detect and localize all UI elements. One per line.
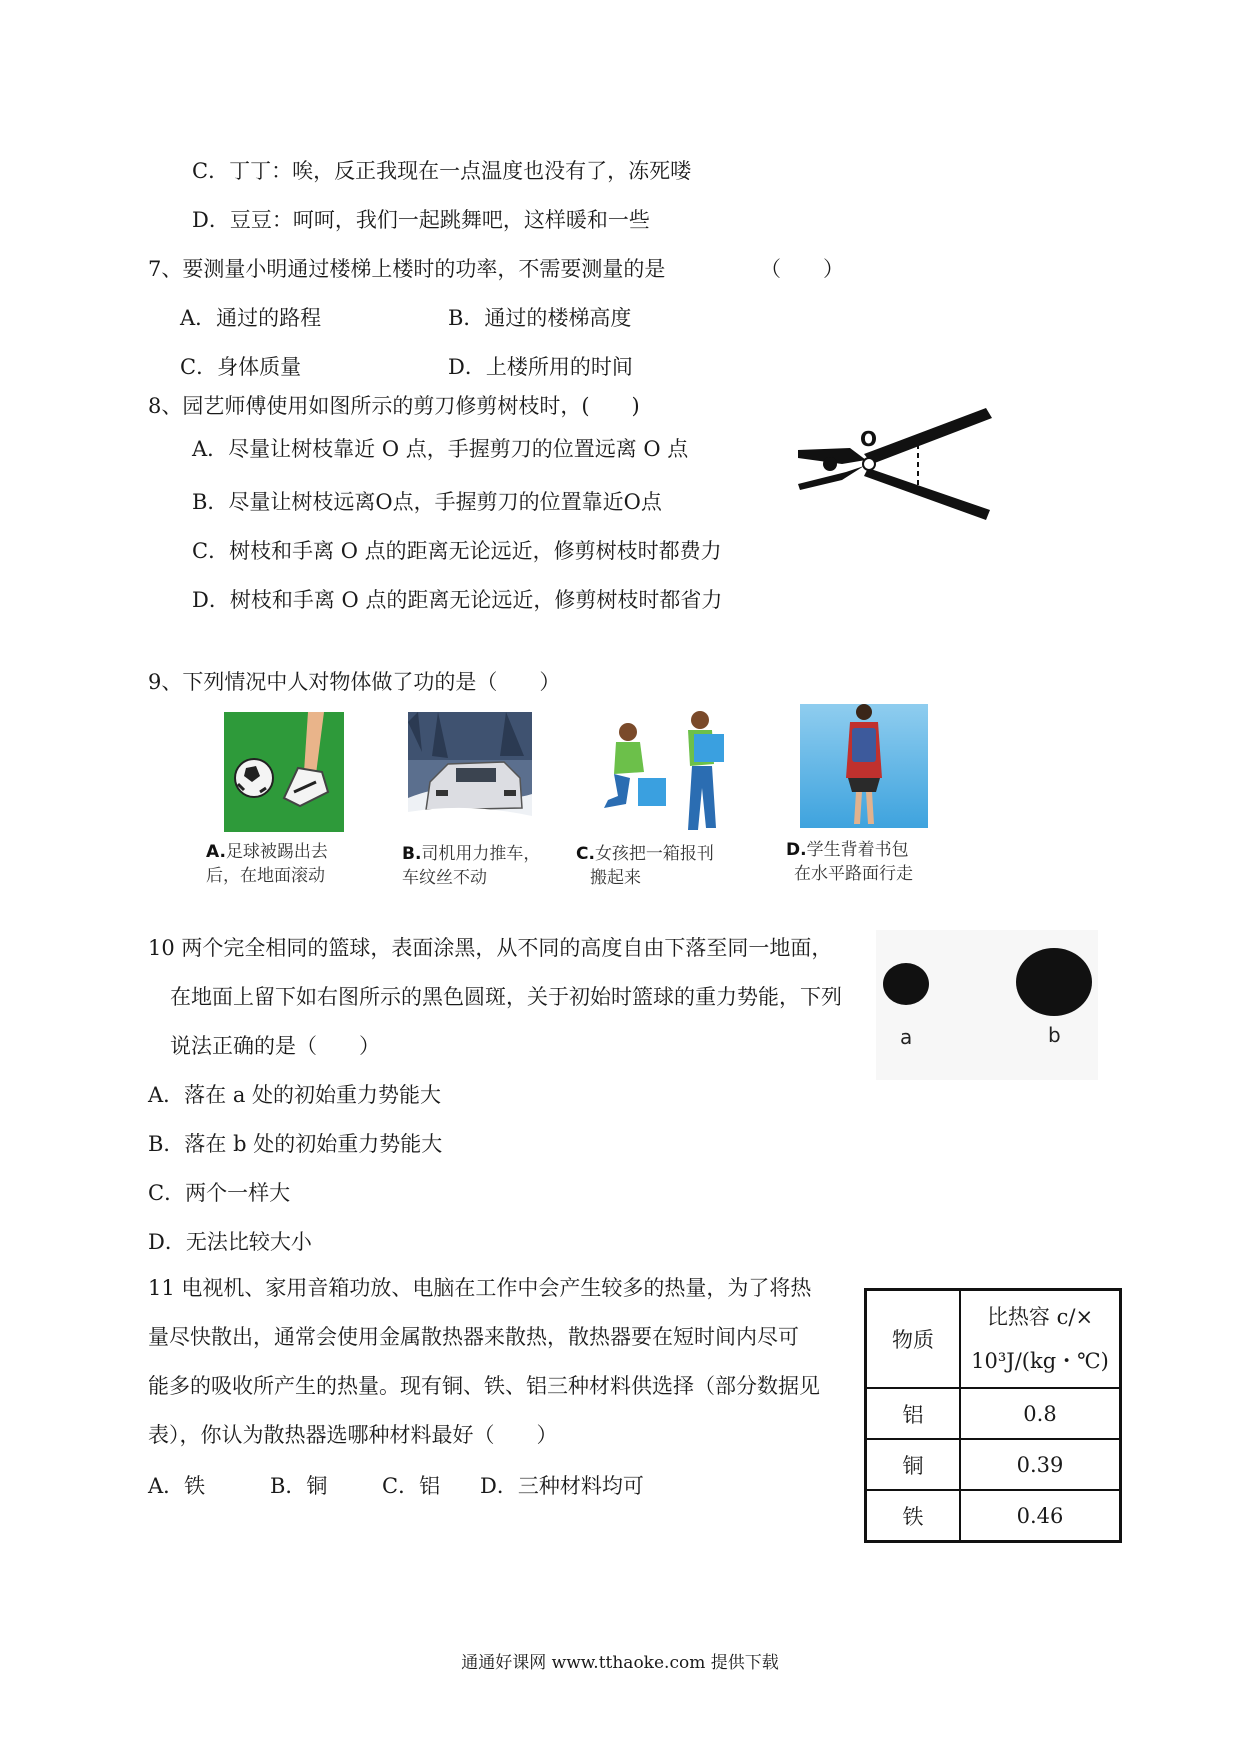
spot-a-label: a (900, 1025, 913, 1049)
football-illustration (224, 712, 344, 832)
q9-caption-b: B.司机用力推车， 车纹丝不动 (402, 844, 541, 888)
specific-heat-table (864, 1288, 1122, 1543)
q7-stem: 7、要测量小明通过楼梯上楼时的功率，不需要测量的是 (148, 257, 666, 281)
q11-stem-line1: 11 电视机、家用音箱功放、电脑在工作中会产生较多的热量，为了将热 (148, 1276, 812, 1300)
spot-b (1016, 948, 1092, 1016)
q9-caption-d: D.学生背着书包 在水平路面行走 (786, 840, 913, 884)
q10-stem-line1: 10 两个完全相同的篮球，表面涂黑，从不同的高度自由下落至同一地面， (148, 936, 833, 960)
q10-option-d: D．无法比较大小 (148, 1230, 312, 1254)
basketball-spots-drawing (876, 930, 1098, 1080)
q11-stem-line3: 能多的吸收所产生的热量。现有铜、铁、铝三种材料供选择（部分数据见 (148, 1374, 820, 1398)
table-row (866, 1439, 1121, 1490)
q8-option-a: A．尽量让树枝靠近 O 点，手握剪刀的位置远离 O 点 (192, 437, 689, 461)
q7-option-d: D．上楼所用的时间 (448, 355, 633, 379)
q7-option-b: B．通过的楼梯高度 (448, 306, 632, 330)
q11-stem-line4: 表），你认为散热器选哪种材料最好（ ） (148, 1423, 558, 1447)
q8-option-c: C．树枝和手离 O 点的距离无论远近，修剪树枝时都费力 (192, 539, 722, 563)
q8-stem: 8、园艺师傅使用如图所示的剪刀修剪树枝时，( ) (148, 394, 640, 418)
header-specific-heat: 比热容 c/× 10³J/(kg・℃) (960, 1290, 1121, 1389)
q8-option-d: D．树枝和手离 O 点的距离无论远近，修剪树枝时都省力 (192, 588, 723, 612)
scissors-figure (790, 404, 998, 520)
q10-option-b: B．落在 b 处的初始重力势能大 (148, 1132, 443, 1156)
q11-option-d: D．三种材料均可 (480, 1474, 644, 1498)
header-material: 物质 (866, 1290, 961, 1389)
q6-option-d: D．豆豆：呵呵，我们一起跳舞吧，这样暖和一些 (192, 208, 650, 232)
q9-caption-c: C.女孩把一箱报刊 搬起来 (576, 844, 714, 888)
q9-caption-a: A.足球被踢出去 后，在地面滚动 (206, 842, 328, 886)
row-value: 0.46 (960, 1490, 1121, 1542)
row-material: 铁 (866, 1490, 961, 1542)
table-row (866, 1490, 1121, 1542)
q11-option-b: B．铜 (270, 1474, 328, 1498)
q11-option-a: A．铁 (148, 1474, 206, 1498)
q7-answer-bracket: （ ） (760, 257, 844, 281)
q10-option-c: C．两个一样大 (148, 1181, 291, 1205)
row-value: 0.39 (960, 1439, 1121, 1490)
q11-stem-line2: 量尽快散出，通常会使用金属散热器来散热，散热器要在短时间内尽可 (148, 1325, 799, 1349)
football-picture (224, 712, 344, 832)
spot-b-label: b (1048, 1023, 1061, 1047)
q9-stem: 9、下列情况中人对物体做了功的是（ ） (148, 670, 561, 694)
row-material: 铜 (866, 1439, 961, 1490)
basketball-spots-figure (876, 930, 1098, 1080)
row-value: 0.8 (960, 1388, 1121, 1439)
car-in-snow-illustration (408, 712, 532, 834)
car-in-snow-picture (408, 712, 532, 834)
q7-option-c: C．身体质量 (180, 355, 302, 379)
page-footer: 通通好课网 www.tthaoke.com 提供下载 (461, 1653, 779, 1673)
q6-option-c: C．丁丁：唉，反正我现在一点温度也没有了，冻死喽 (192, 159, 692, 183)
student-backpack-picture (800, 704, 928, 828)
girl-lifting-box-picture (600, 708, 732, 838)
q11-option-c: C．铝 (382, 1474, 441, 1498)
q10-stem-line2: 在地面上留下如右图所示的黑色圆斑，关于初始时篮球的重力势能，下列 (170, 985, 842, 1009)
pivot-o-label: O (860, 427, 878, 451)
student-backpack-illustration (800, 704, 928, 828)
table-row (866, 1388, 1121, 1439)
row-material: 铝 (866, 1388, 961, 1439)
table-header-row (866, 1290, 1121, 1389)
q8-option-b: B．尽量让树枝远离O点，手握剪刀的位置靠近O点 (192, 490, 662, 514)
q10-stem-line3: 说法正确的是（ ） (170, 1034, 380, 1058)
q10-option-a: A．落在 a 处的初始重力势能大 (148, 1083, 442, 1107)
spot-a (883, 963, 929, 1005)
girl-lifting-box-illustration (600, 708, 732, 838)
q7-option-a: A．通过的路程 (180, 306, 322, 330)
scissors-drawing (790, 404, 998, 520)
